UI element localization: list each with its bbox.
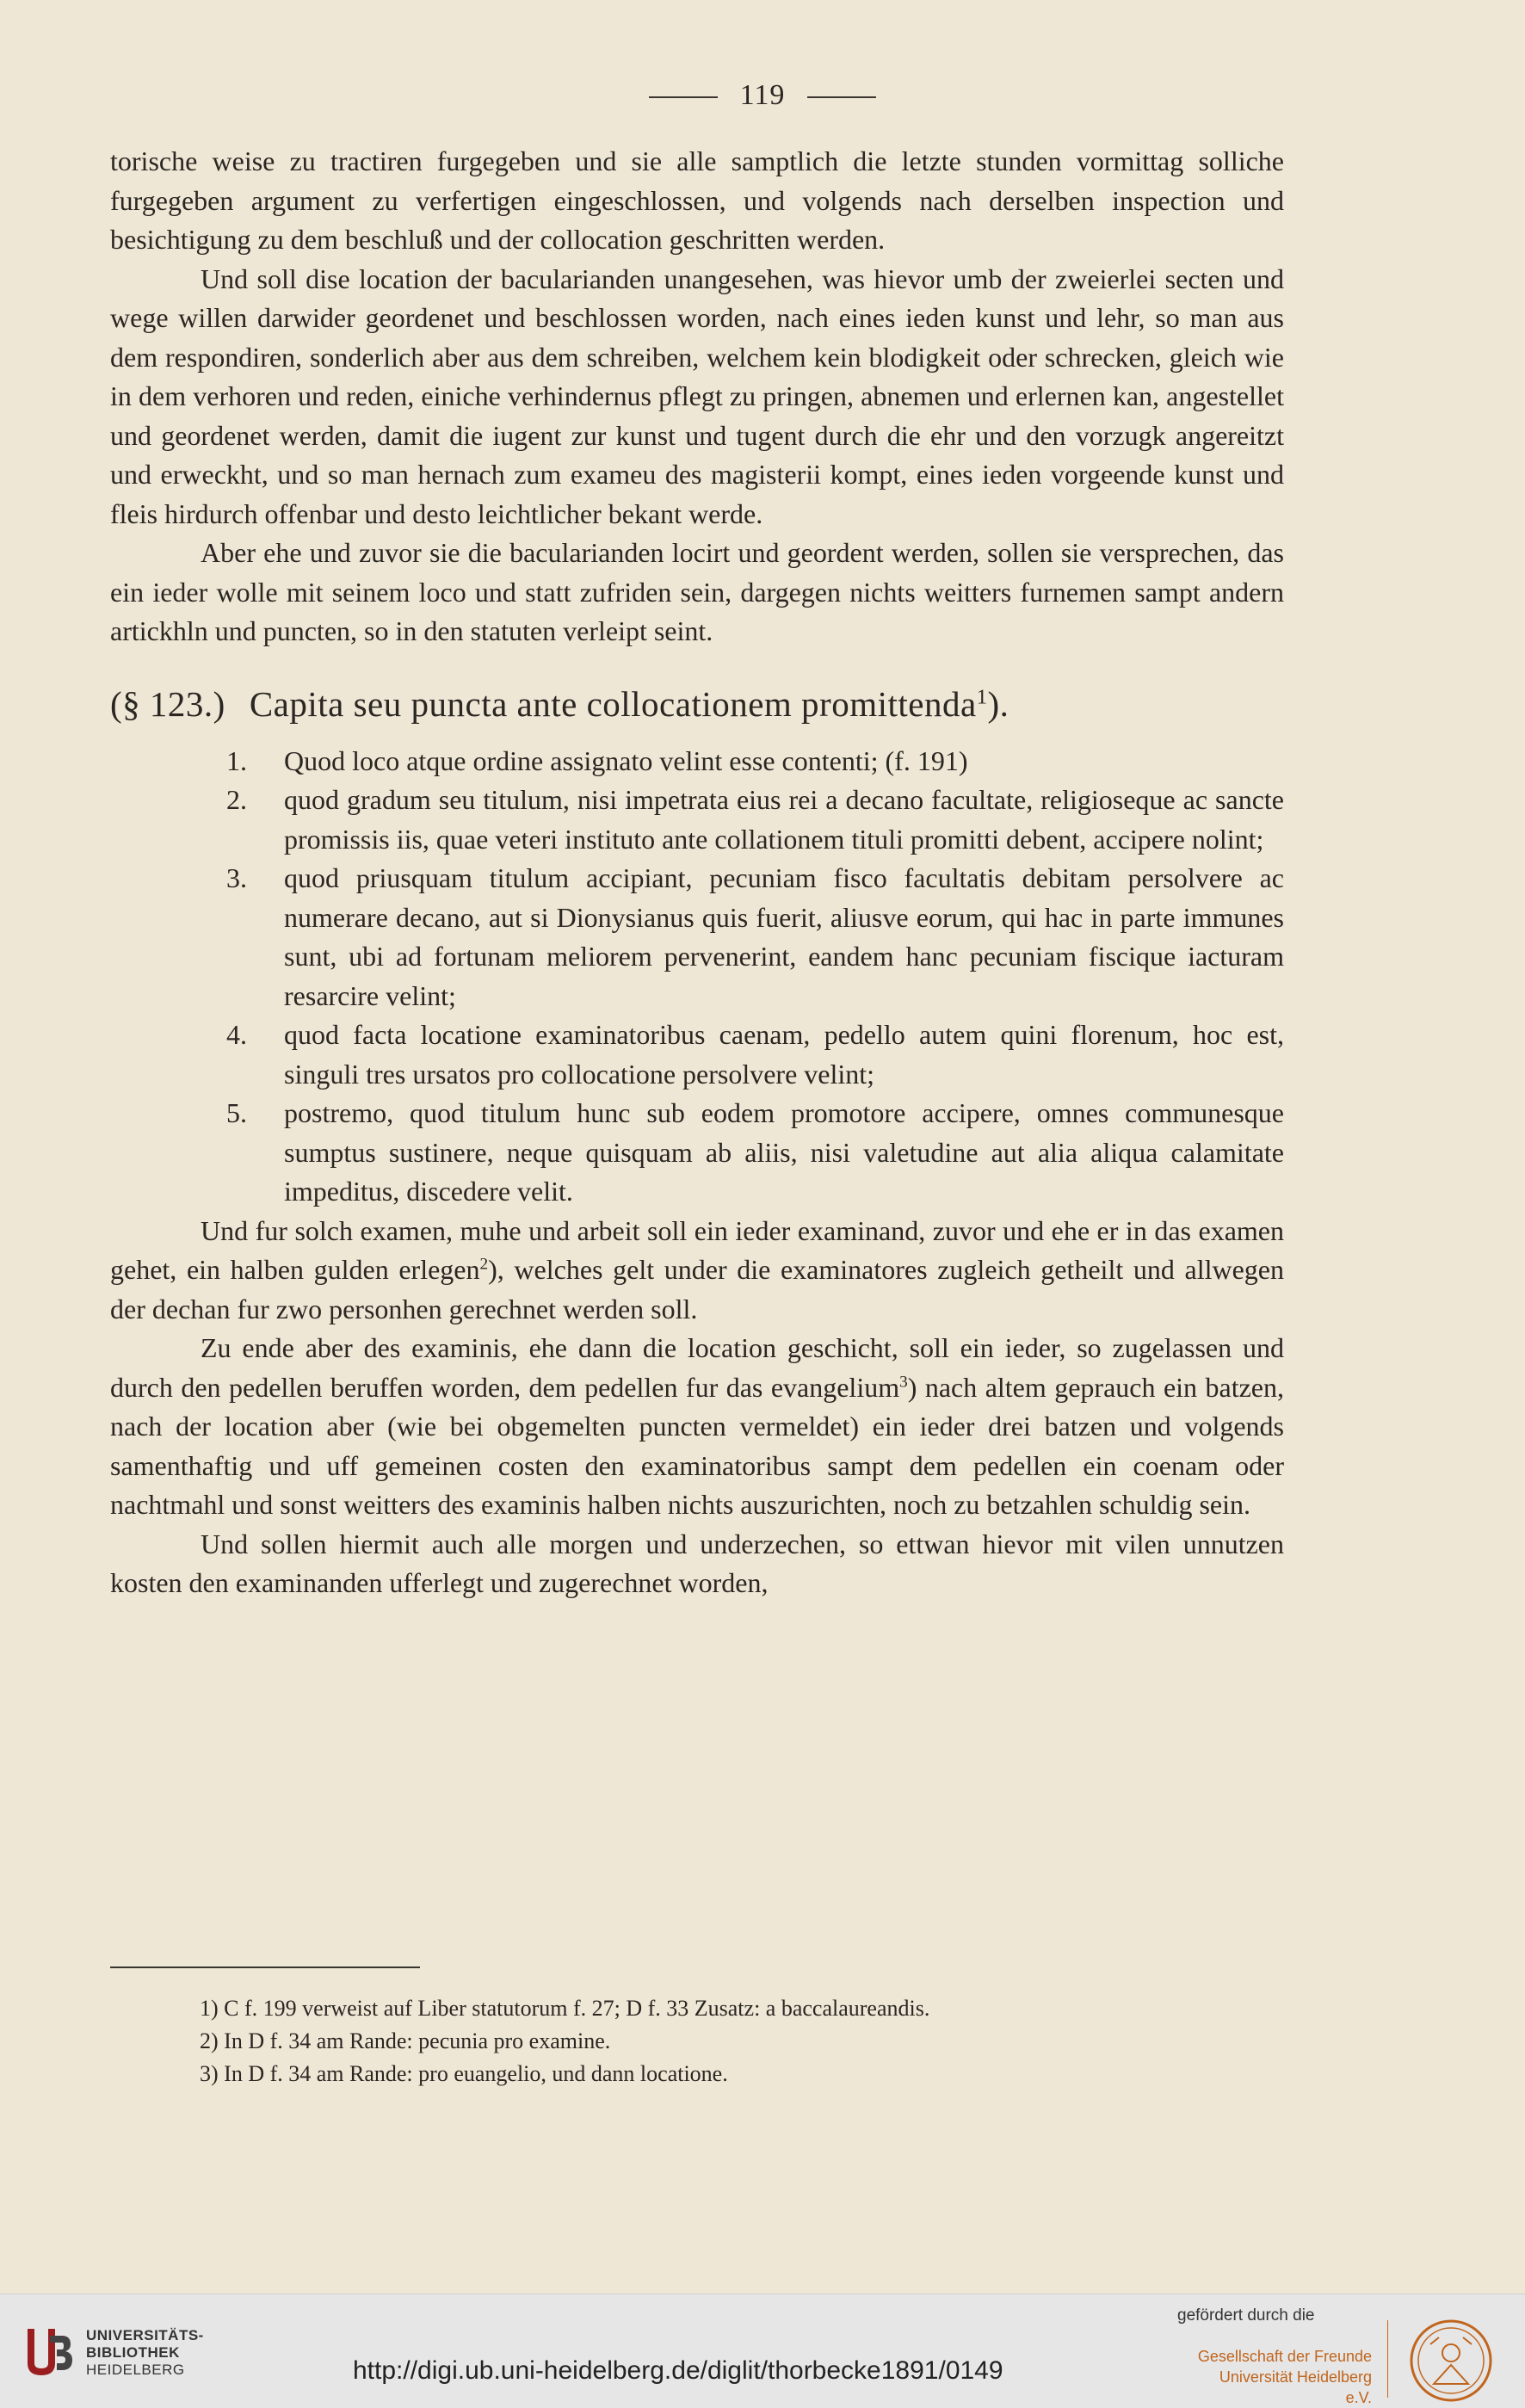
- list-item: [110, 1094, 1284, 1212]
- header-dash-left: [649, 96, 718, 98]
- permalink-url[interactable]: http://digi.ub.uni-heidelberg.de/diglit/thorbecke1891/0149: [353, 2356, 1003, 2385]
- section-title: Capita seu puncta ante collocationem promittenda: [249, 683, 977, 724]
- list-item-number: 4.: [226, 1019, 247, 1050]
- footnote-ref-1: 1: [976, 684, 988, 708]
- list-item-number: 3.: [226, 862, 247, 893]
- section-number: (§ 123.): [110, 683, 225, 724]
- list-item-number: 2.: [226, 784, 247, 815]
- library-name-line1: UNIVERSITÄTS-: [86, 2327, 204, 2343]
- paragraph-3: Aber ehe und zuvor sie die bacularianden locirt und geordent werden, sollen sie versprechen, das ein ieder wolle mit seinem loco und statt zufriden sein, dargegen nichts weitters furnemen sampt andern artickhln und puncten, so in den statuten verleipt seint.: [110, 537, 1284, 646]
- puncta-list: [110, 742, 1284, 1212]
- paragraph-6: Und sollen hiermit auch alle morgen und underzechen, so ettwan hievor mit vilen unnutzen kosten den examinanden ufferlegt und zugerechnet worden,: [110, 1528, 1284, 1598]
- list-item-text: quod priusquam titulum accipiant, pecuniam fisco facultatis debitam persolvere ac numerare decano, aut si Dionysianus quis fuerit, aliusve eorum, qui hac in parte immunes sunt, ubi ad fortunam meliorem pervenerint, eandem hanc pecuniam fiscique iacturam resarcire velint;: [284, 862, 1284, 1011]
- paragraph-4-text-b: ), welches gelt under die examinatores zugleich getheilt und allwegen der dechan fur zwo personhen gerechnet werden soll.: [110, 1254, 1285, 1324]
- paragraph-5: [110, 1329, 1284, 1525]
- header-dash-right: [807, 96, 876, 98]
- list-item-text: postremo, quod titulum hunc sub eodem promotore accipere, omnes communesque sumptus sustinere, neque quisquam ab aliis, nisi valetudine aut alia aliqua calamitate impeditus, discedere velit.: [284, 1097, 1284, 1207]
- list-item: [110, 1016, 1284, 1094]
- list-item: [110, 859, 1284, 1016]
- paragraph-5-text-a: Zu ende aber des examinis, ehe dann die location geschicht, soll ein ieder, so zugelassen und durch den pedellen beruffen worden, dem pedellen fur das evangelium: [110, 1332, 1284, 1403]
- footnotes: [200, 1992, 1232, 2090]
- footer-divider: [1387, 2320, 1388, 2398]
- paragraph-1: torische weise zu tractiren furgegeben und sie alle samptlich die letzte stunden vormittag solliche furgegeben argument zu verfertigen eingeschlossen, und volgends nach derselben inspection und besichtigung zu dem beschluß und der collocation geschritten werden.: [110, 145, 1284, 255]
- university-seal-icon: [1405, 2318, 1497, 2403]
- sponsor-name: [1191, 2346, 1372, 2408]
- digitization-footer: [0, 2294, 1525, 2408]
- section-heading: [110, 682, 1284, 726]
- paragraph-5-text-b: ) nach altem geprauch ein batzen, nach der location aber (wie bei obgemelten puncten vermeldet) ein ieder drei batzen und volgends samenthaftig und uff gemeinen costen den examinatoribus sampt dem pedellen ein coenam oder nachtmahl und sonst weitters des examinis halben nichts auszurichten, noch zu betzahlen schuldig sein.: [110, 1371, 1285, 1520]
- paragraph-2: Und soll dise location der bacularianden unangesehen, was hievor umb der zweierlei secten und wege willen darwider geordenet und beschlossen worden, nach eines ieden kunst und lehr, so man aus dem respondiren, sonderlich aber aus dem schreiben, welchem kein blodigkeit oder schrecken, gleich wie in dem verhoren und reden, einiche verhindernus pflegt zu pringen, abnemen und erlernen kan, angestellet und geordenet werden, damit die iugent zur kunst und tugent durch die ehr und den vorzugk angereitzt und erweckht, und so man hernach zum exameu des magisterii kompt, eines ieden vorgeende kunst und fleis hirdurch offenbar und desto leichtlicher bekant werde.: [110, 262, 1284, 529]
- list-item-text: Quod loco atque ordine assignato velint esse contenti; (f. 191): [284, 744, 968, 776]
- paragraph-4: [110, 1212, 1284, 1330]
- footnote-1: 1) C f. 199 verweist auf Liber statutorum f. 27; D f. 33 Zusatz: a baccalaureandis.: [200, 1996, 930, 2021]
- list-item-number: 1.: [226, 744, 247, 776]
- library-name-line3: HEIDELBERG: [86, 2362, 185, 2378]
- footnote-2: 2) In D f. 34 am Rande: pecunia pro examine.: [200, 2028, 611, 2053]
- sponsor-label: gefördert durch die: [1177, 2306, 1315, 2325]
- footnote-3: 3) In D f. 34 am Rande: pro euangelio, und dann locatione.: [200, 2061, 728, 2086]
- paragraph-4-text-a: Und fur solch examen, muhe und arbeit soll ein ieder examinand, zuvor und ehe er in das examen gehet, ein halben gulden erlegen: [110, 1214, 1284, 1285]
- ub-heidelberg-logo-icon: [15, 2320, 77, 2382]
- footnote-ref-2: 2: [479, 1255, 489, 1274]
- list-item-text: quod facta locatione examinatoribus caenam, pedello autem quini florenum, hoc est, singuli tres ursatos pro collocatione persolvere velint;: [284, 1019, 1284, 1090]
- library-name: [86, 2327, 204, 2379]
- section-title-end: ).: [987, 683, 1009, 724]
- body-text: [110, 142, 1284, 1603]
- page-header: [0, 79, 1525, 112]
- sponsor-name-line1: Gesellschaft der Freunde: [1197, 2348, 1372, 2365]
- page-number: 119: [739, 79, 786, 111]
- list-item-number: 5.: [226, 1097, 247, 1128]
- list-item: [110, 781, 1284, 859]
- list-item-text: quod gradum seu titulum, nisi impetrata eius rei a decano facultate, religioseque ac sancte promissis iis, quae veteri instituto ante collationem tituli promitti debent, accipere nolint;: [284, 784, 1284, 855]
- sponsor-name-line2: Universität Heidelberg e.V.: [1219, 2368, 1372, 2406]
- footnote-rule: [110, 1967, 420, 1968]
- library-name-line2: BIBLIOTHEK: [86, 2344, 180, 2361]
- footnote-ref-3: 3: [899, 1372, 908, 1391]
- list-item: [110, 742, 1284, 781]
